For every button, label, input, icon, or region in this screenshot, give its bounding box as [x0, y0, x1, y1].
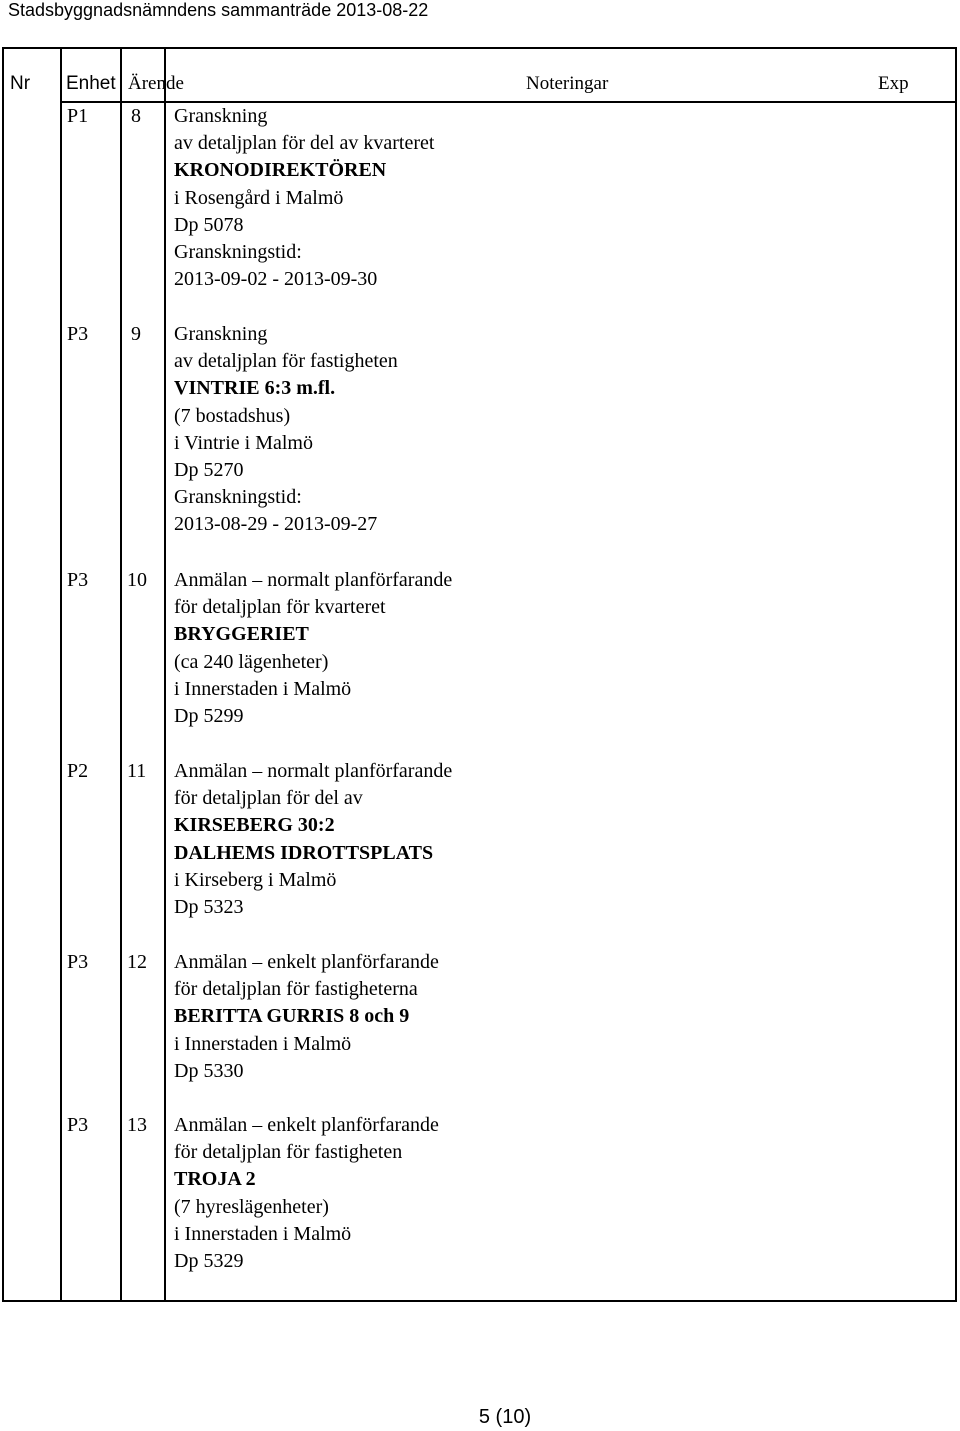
arende-property-name: VINTRIE 6:3 m.fl. [174, 377, 336, 400]
row-enhet: P3 [67, 1114, 89, 1136]
row-arende [174, 758, 452, 921]
arende-line: (ca 240 lägenheter) [174, 650, 329, 673]
row-enhet: P3 [67, 323, 89, 345]
arende-line: för detaljplan för fastigheterna [174, 978, 418, 1001]
arende-line: för detaljplan för del av [174, 787, 363, 810]
arende-property-name: BRYGGERIET [174, 623, 309, 646]
arende-property-name: BERITTA GURRIS 8 och 9 [174, 1005, 410, 1028]
arende-line: Anmälan – enkelt planförfarande [174, 1114, 439, 1136]
arende-line: i Rosengård i Malmö [174, 186, 344, 209]
column-divider [164, 47, 166, 1302]
arende-property-name: KRONODIREKTÖREN [174, 159, 387, 182]
row-arende [174, 567, 452, 730]
row-nr: 11 [127, 760, 147, 782]
arende-line: 2013-08-29 - 2013-09-27 [174, 513, 378, 536]
row-enhet: P3 [67, 569, 89, 591]
column-header-exp: Exp [878, 73, 909, 94]
arende-line: Dp 5330 [174, 1059, 244, 1082]
arende-property-name: DALHEMS IDROTTSPLATS [174, 841, 434, 864]
arende-line: i Vintrie i Malmö [174, 431, 313, 454]
row-nr: 12 [127, 951, 147, 973]
arende-line: Granskningstid: [174, 241, 302, 264]
page-footer [0, 1405, 960, 1429]
arende-line: Granskning [174, 323, 268, 345]
row-arende [174, 103, 434, 293]
arende-line: i Innerstaden i Malmö [174, 1032, 352, 1055]
arende-line: i Innerstaden i Malmö [174, 677, 352, 700]
arende-line: (7 hyreslägenheter) [174, 1195, 329, 1218]
row-nr: 10 [127, 569, 147, 591]
column-header-enhet: Enhet [66, 73, 116, 94]
arende-line: av detaljplan för fastigheten [174, 350, 398, 373]
column-header-nr: Nr [10, 73, 31, 94]
arende-line: Anmälan – enkelt planförfarande [174, 951, 439, 973]
arende-line: Dp 5323 [174, 896, 244, 919]
column-divider [120, 47, 122, 1302]
arende-line: Dp 5299 [174, 705, 244, 728]
page-number: 5 (10) [478, 1406, 532, 1428]
arende-line: Granskningstid: [174, 486, 302, 509]
column-divider [60, 47, 62, 1302]
column-header-noteringar: Noteringar [526, 73, 609, 94]
arende-line: 2013-09-02 - 2013-09-30 [174, 268, 378, 291]
arende-line: (7 bostadshus) [174, 404, 291, 427]
row-nr: 8 [131, 105, 141, 127]
column-header-arende: Ärende [128, 73, 184, 94]
row-nr: 9 [131, 323, 141, 345]
arende-line: för detaljplan för fastigheten [174, 1141, 403, 1164]
arende-line: Anmälan – normalt planförfarande [174, 760, 453, 782]
arende-line: Anmälan – normalt planförfarande [174, 569, 453, 591]
arende-line: Dp 5329 [174, 1250, 244, 1273]
row-nr: 13 [127, 1114, 147, 1136]
arende-line: Dp 5270 [174, 459, 244, 482]
arende-line: i Innerstaden i Malmö [174, 1222, 352, 1245]
row-enhet: P2 [67, 760, 89, 782]
arende-line: Dp 5078 [174, 213, 244, 236]
row-arende [174, 1112, 439, 1275]
page-header-title: Stadsbyggnadsnämndens sammanträde 2013-08-22 [8, 0, 429, 20]
row-arende [174, 949, 439, 1085]
arende-property-name: KIRSEBERG 30:2 [174, 814, 335, 837]
row-enhet: P3 [67, 951, 89, 973]
arende-line: Granskning [174, 105, 268, 127]
row-arende [174, 321, 398, 539]
arende-line: för detaljplan för kvarteret [174, 596, 386, 619]
arende-line: av detaljplan för del av kvarteret [174, 132, 435, 155]
arende-line: i Kirseberg i Malmö [174, 868, 337, 891]
arende-property-name: TROJA 2 [174, 1168, 256, 1191]
row-enhet: P1 [67, 105, 89, 127]
